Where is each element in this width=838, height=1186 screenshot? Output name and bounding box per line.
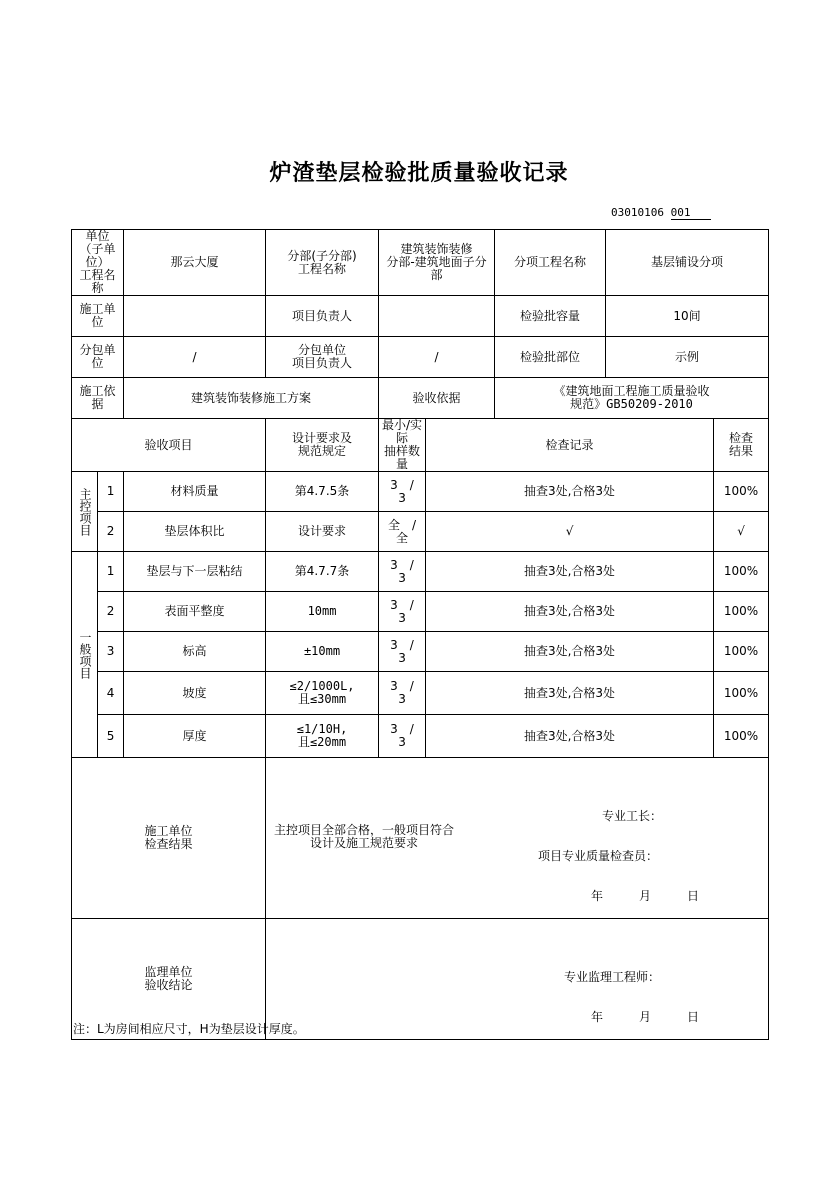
item-name: 标高 xyxy=(124,632,266,672)
column-header-row xyxy=(72,419,769,472)
item-result: √ xyxy=(714,512,769,552)
unit-value: 那云大厦 xyxy=(124,230,266,296)
item-name: 材料质量 xyxy=(124,472,266,512)
construction-check-cell xyxy=(266,758,769,919)
pm-label: 项目负责人 xyxy=(266,296,379,337)
item-name: 厚度 xyxy=(124,715,266,758)
item-record: 抽查3处,合格3处 xyxy=(426,552,714,592)
item-record: 抽查3处,合格3处 xyxy=(426,632,714,672)
item-record: 抽查3处,合格3处 xyxy=(426,592,714,632)
basis-value: 建筑装饰装修施工方案 xyxy=(124,378,379,419)
col-item-header: 验收项目 xyxy=(72,419,266,472)
col-record-header: 检查记录 xyxy=(426,419,714,472)
location-value: 示例 xyxy=(606,337,769,378)
main-group-label: 主控项目 xyxy=(72,472,98,552)
construction-check-label: 施工单位 检查结果 xyxy=(72,758,266,919)
header-row-unit xyxy=(72,230,769,296)
capacity-value: 10间 xyxy=(606,296,769,337)
inspection-record-table xyxy=(71,229,769,1040)
unit-label: 单位（子单位） 工程名称 xyxy=(72,230,124,296)
supervision-check-label: 监理单位 验收结论 xyxy=(72,919,266,1040)
document-number-suffix: 001 xyxy=(671,207,711,220)
item-number: 4 xyxy=(98,672,124,715)
acceptance-basis-label: 验收依据 xyxy=(379,378,495,419)
capacity-label: 检验批容量 xyxy=(495,296,606,337)
supervision-check-cell xyxy=(266,919,769,1040)
item-record: 抽查3处,合格3处 xyxy=(426,672,714,715)
item-number: 2 xyxy=(98,512,124,552)
inspector-signature-label: 项目专业质量检查员： xyxy=(538,849,659,863)
location-label: 检验批部位 xyxy=(495,337,606,378)
item-result: 100% xyxy=(714,472,769,512)
table-row xyxy=(72,472,769,512)
item-number: 1 xyxy=(98,472,124,512)
item-result: 100% xyxy=(714,715,769,758)
item-record: √ xyxy=(426,512,714,552)
page-title: 炉渣垫层检验批质量验收记录 xyxy=(269,160,569,186)
construction-conclusion: 主控项目全部合格，一般项目符合 设计及施工规范要求 xyxy=(274,823,455,850)
item-sample: 3 / 3 xyxy=(379,672,426,715)
item-sample: 3 / 3 xyxy=(379,552,426,592)
contractor-value xyxy=(124,296,266,337)
item-number: 3 xyxy=(98,632,124,672)
item-record: 抽查3处,合格3处 xyxy=(426,715,714,758)
item-result: 100% xyxy=(714,592,769,632)
supervisor-signature-label: 专业监理工程师： xyxy=(564,970,661,984)
item-sample: 全 / 全 xyxy=(379,512,426,552)
sub-pm-label: 分包单位 项目负责人 xyxy=(266,337,379,378)
sub-pm-value: / xyxy=(379,337,495,378)
subcontractor-value: / xyxy=(124,337,266,378)
item-sample: 3 / 3 xyxy=(379,472,426,512)
item-result: 100% xyxy=(714,632,769,672)
item-spec: 第4.7.5条 xyxy=(266,472,379,512)
subitem-value: 基层铺设分项 xyxy=(606,230,769,296)
header-row-subcontractor xyxy=(72,337,769,378)
item-spec: ≤2/1000L, 且≤30mm xyxy=(266,672,379,715)
item-sample: 3 / 3 xyxy=(379,592,426,632)
item-spec: ≤1/10H, 且≤20mm xyxy=(266,715,379,758)
item-name: 垫层与下一层粘结 xyxy=(124,552,266,592)
item-name: 表面平整度 xyxy=(124,592,266,632)
acceptance-basis-value: 《建筑地面工程施工质量验收 规范》GB50209-2010 xyxy=(495,378,769,419)
construction-date: 年 月 日 xyxy=(591,889,700,903)
header-row-contractor xyxy=(72,296,769,337)
document-number-code: 03010106 xyxy=(611,206,664,219)
construction-check-row xyxy=(72,758,769,919)
document-number xyxy=(611,206,711,220)
item-number: 5 xyxy=(98,715,124,758)
table-row xyxy=(72,552,769,592)
col-result-header: 检查 结果 xyxy=(714,419,769,472)
item-result: 100% xyxy=(714,672,769,715)
division-label: 分部(子分部) 工程名称 xyxy=(266,230,379,296)
item-sample: 3 / 3 xyxy=(379,715,426,758)
general-group-label: 一般项目 xyxy=(72,552,98,758)
item-result: 100% xyxy=(714,552,769,592)
footnote: 注：L为房间相应尺寸，H为垫层设计厚度。 xyxy=(73,1022,305,1036)
item-number: 2 xyxy=(98,592,124,632)
table-row xyxy=(72,512,769,552)
item-sample: 3 / 3 xyxy=(379,632,426,672)
item-name: 坡度 xyxy=(124,672,266,715)
item-spec: 第4.7.7条 xyxy=(266,552,379,592)
col-sample-header: 最小/实际 抽样数量 xyxy=(379,419,426,472)
table-row xyxy=(72,592,769,632)
item-spec: ±10mm xyxy=(266,632,379,672)
foreman-signature-label: 专业工长： xyxy=(602,809,663,823)
table-row xyxy=(72,672,769,715)
division-value: 建筑装饰装修 分部-建筑地面子分部 xyxy=(379,230,495,296)
supervision-date: 年 月 日 xyxy=(591,1010,700,1024)
basis-label: 施工依据 xyxy=(72,378,124,419)
header-row-basis xyxy=(72,378,769,419)
table-row xyxy=(72,632,769,672)
col-spec-header: 设计要求及 规范规定 xyxy=(266,419,379,472)
item-spec: 10mm xyxy=(266,592,379,632)
pm-value xyxy=(379,296,495,337)
item-record: 抽查3处,合格3处 xyxy=(426,472,714,512)
contractor-label: 施工单位 xyxy=(72,296,124,337)
item-spec: 设计要求 xyxy=(266,512,379,552)
subitem-label: 分项工程名称 xyxy=(495,230,606,296)
subcontractor-label: 分包单位 xyxy=(72,337,124,378)
item-name: 垫层体积比 xyxy=(124,512,266,552)
item-number: 1 xyxy=(98,552,124,592)
table-row xyxy=(72,715,769,758)
